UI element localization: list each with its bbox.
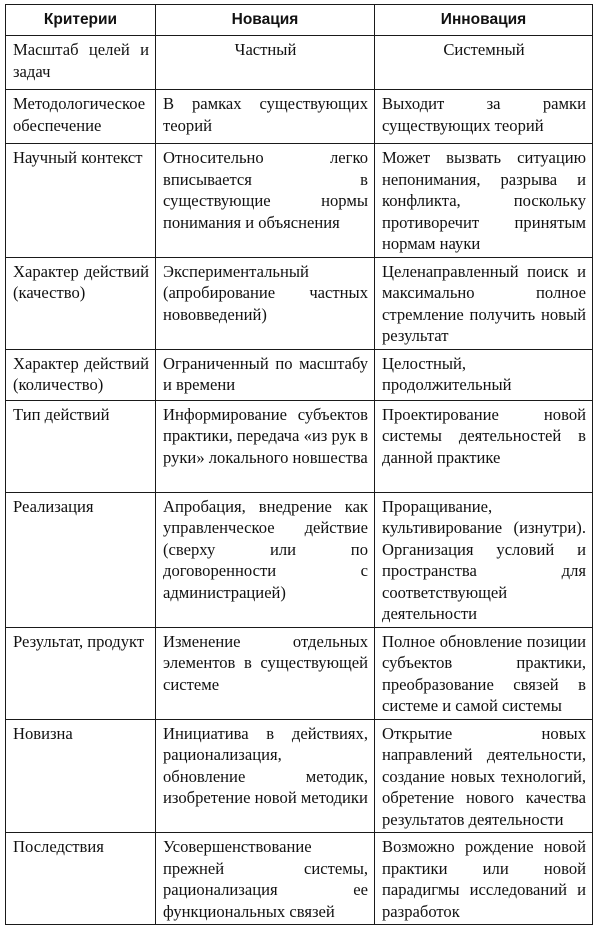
table-row: [6, 36, 593, 90]
novation-cell: Экспериментальный (апробирование частных нововведений): [156, 257, 375, 349]
novation-cell: Изменение отдельных элементов в существующей системе: [156, 627, 375, 719]
table-row: [6, 400, 593, 492]
table-row: [6, 492, 593, 627]
innovation-cell: Полное обновление позиции субъектов практики, преобразование связей в системе и самой системы: [375, 627, 593, 719]
innovation-cell: Проектирование новой системы деятельностей в данной практике: [375, 400, 593, 492]
criterion-cell: Результат, продукт: [6, 627, 156, 719]
novation-cell: Инициатива в действиях, рационализация, обновление методик, изобретение новой методики: [156, 719, 375, 833]
criterion-cell: Тип действий: [6, 400, 156, 492]
novation-cell: Относительно легко вписывается в существующие нормы понимания и объяснения: [156, 144, 375, 258]
novation-cell: Информирование субъектов практики, передача «из рук в руки» локального новшества: [156, 400, 375, 492]
criterion-cell: Масштаб целей и задач: [6, 36, 156, 90]
criterion-cell: Новизна: [6, 719, 156, 833]
innovation-cell: Целостный, продолжительный: [375, 349, 593, 400]
table-row: [6, 349, 593, 400]
table-body: [6, 36, 593, 925]
innovation-cell: Открытие новых направлений деятельности, создание новых технологий, обретение нового качества результатов деятельности: [375, 719, 593, 833]
table-row: [6, 90, 593, 144]
novation-cell: Ограниченный по масштабу и времени: [156, 349, 375, 400]
innovation-cell: Возможно рождение новой практики или новой парадигмы исследований и разработок: [375, 833, 593, 925]
table-row: [6, 144, 593, 258]
comparison-table: [5, 4, 593, 925]
novation-cell: Частный: [156, 36, 375, 90]
header-criteria: Критерии: [6, 5, 156, 36]
novation-cell: В рамках существующих теорий: [156, 90, 375, 144]
table-row: [6, 719, 593, 833]
criterion-cell: Характер действий (количество): [6, 349, 156, 400]
table-row: [6, 627, 593, 719]
criterion-cell: Реализация: [6, 492, 156, 627]
table-row: [6, 257, 593, 349]
table-header: [6, 5, 593, 36]
novation-cell: Апробация, внедрение как управленческое действие (сверху или по договоренности с администрацией): [156, 492, 375, 627]
innovation-cell: Может вызвать ситуацию непонимания, разрыва и конфликта, поскольку противоречит принятым нормам науки: [375, 144, 593, 258]
criterion-cell: Научный контекст: [6, 144, 156, 258]
header-novation: Новация: [156, 5, 375, 36]
innovation-cell: Выходит за рамки существующих теорий: [375, 90, 593, 144]
header-innovation: Инновация: [375, 5, 593, 36]
criterion-cell: Методологическое обеспечение: [6, 90, 156, 144]
innovation-cell: Проращивание, культивирование (изнутри). Организация условий и пространства для соответствующей деятельности: [375, 492, 593, 627]
innovation-cell: Системный: [375, 36, 593, 90]
table-row: [6, 833, 593, 925]
innovation-cell: Целенаправленный поиск и максимально полное стремление получить новый результат: [375, 257, 593, 349]
criterion-cell: Последствия: [6, 833, 156, 925]
header-row: [6, 5, 593, 36]
criterion-cell: Характер действий (качество): [6, 257, 156, 349]
novation-cell: Усовершенствование прежней системы, рационализация ее функциональных связей: [156, 833, 375, 925]
